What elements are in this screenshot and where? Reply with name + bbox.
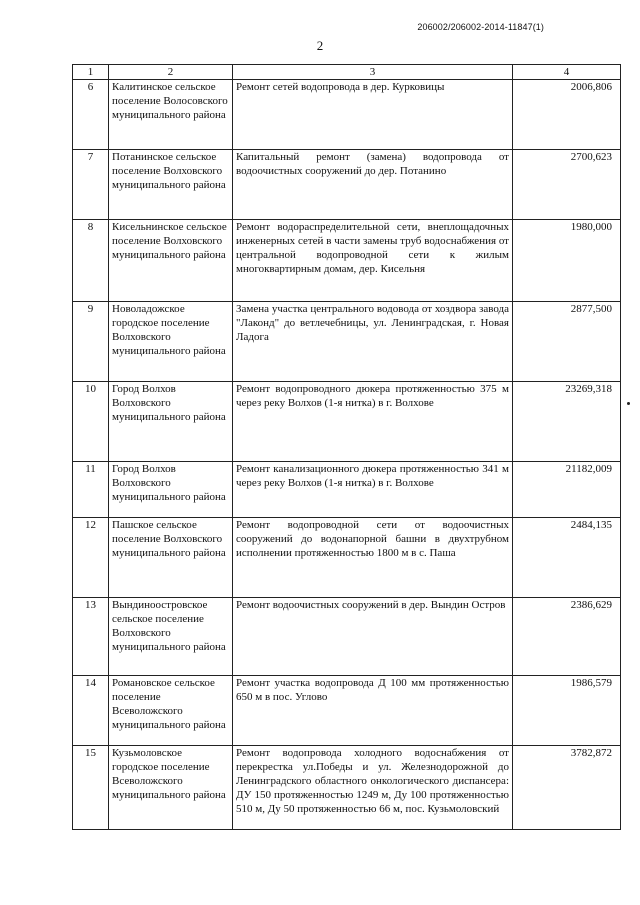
amount: 2877,500 [513, 302, 621, 382]
amount: 21182,009 [513, 462, 621, 518]
work-description: Ремонт участка водопровода Д 100 мм протяженностью 650 м в пос. Углово [233, 676, 513, 746]
work-description: Ремонт водопроводной сети от водоочистных сооружений до водонапорной башни в двухтрубном исполнении протяженностью 1800 м в с. Паша [233, 518, 513, 598]
work-description: Ремонт канализационного дюкера протяженностью 341 м через реку Волхов (1-я нитка) в г. Волхове [233, 462, 513, 518]
work-description: Замена участка центрального водовода от хоздвора завода "Лаконд" до ветлечебницы, ул. Ленинградская, г. Новая Ладога [233, 302, 513, 382]
row-number: 14 [73, 676, 109, 746]
column-number-row [73, 65, 621, 80]
table-row [73, 302, 621, 382]
municipality-name: Потанинское сельское поселение Волховского муниципального района [109, 150, 233, 220]
row-number: 9 [73, 302, 109, 382]
table-row [73, 80, 621, 150]
column-header-1: 1 [73, 65, 109, 80]
table-row [73, 150, 621, 220]
work-description: Ремонт водопровода холодного водоснабжения от перекрестка ул.Победы и ул. Железнодорожной до Ленинградского областного онкологического диспансера: ДУ 150 протяженностью 1249 м, Ду 100 протяженностью 510 м, Ду 50 протяженностью 66 м, пос. Кузьмоловский [233, 746, 513, 830]
work-description: Ремонт сетей водопровода в дер. Курковицы [233, 80, 513, 150]
document-id: 206002/206002-2014-11847(1) [417, 22, 544, 32]
row-number: 12 [73, 518, 109, 598]
table-row [73, 220, 621, 302]
amount: 23269,318 [513, 382, 621, 462]
page-number: 2 [316, 38, 324, 53]
column-header-4: 4 [513, 65, 621, 80]
amount: 3782,872 [513, 746, 621, 830]
municipality-name: Кузьмоловское городское поселение Всеволожского муниципального района [109, 746, 233, 830]
table-row [73, 746, 621, 830]
column-header-3: 3 [233, 65, 513, 80]
table-row [73, 382, 621, 462]
column-header-2: 2 [109, 65, 233, 80]
table-row [73, 676, 621, 746]
row-number: 7 [73, 150, 109, 220]
work-description: Ремонт водоочистных сооружений в дер. Вындин Остров [233, 598, 513, 676]
table-row [73, 518, 621, 598]
row-number: 6 [73, 80, 109, 150]
municipality-name: Романовское сельское поселение Всеволожского муниципального района [109, 676, 233, 746]
municipality-name: Город Волхов Волховского муниципального района [109, 462, 233, 518]
municipality-name: Кисельнинское сельское поселение Волховского муниципального района [109, 220, 233, 302]
municipality-name: Вындиноостровское сельское поселение Волховского муниципального района [109, 598, 233, 676]
municipality-name: Новоладожское городское поселение Волховского муниципального района [109, 302, 233, 382]
amount: 1980,000 [513, 220, 621, 302]
funding-table [72, 64, 621, 830]
amount: 2700,623 [513, 150, 621, 220]
work-description: Капитальный ремонт (замена) водопровода от водоочистных сооружений до дер. Потанино [233, 150, 513, 220]
amount: 2006,806 [513, 80, 621, 150]
row-number: 15 [73, 746, 109, 830]
row-number: 8 [73, 220, 109, 302]
table-row [73, 598, 621, 676]
amount: 1986,579 [513, 676, 621, 746]
row-number: 11 [73, 462, 109, 518]
municipality-name: Пашское сельское поселение Волховского муниципального района [109, 518, 233, 598]
municipality-name: Калитинское сельское поселение Волосовского муниципального района [109, 80, 233, 150]
work-description: Ремонт водораспределительной сети, внеплощадочных инженерных сетей в части замены труб водоснабжения от центральной водопроводной сети к жилым многоквартирным домам, дер. Кисельня [233, 220, 513, 302]
municipality-name: Город Волхов Волховского муниципального района [109, 382, 233, 462]
row-number: 13 [73, 598, 109, 676]
scan-speck [627, 402, 630, 405]
amount: 2484,135 [513, 518, 621, 598]
row-number: 10 [73, 382, 109, 462]
table-row [73, 462, 621, 518]
amount: 2386,629 [513, 598, 621, 676]
work-description: Ремонт водопроводного дюкера протяженностью 375 м через реку Волхов (1-я нитка) в г. Волхове [233, 382, 513, 462]
